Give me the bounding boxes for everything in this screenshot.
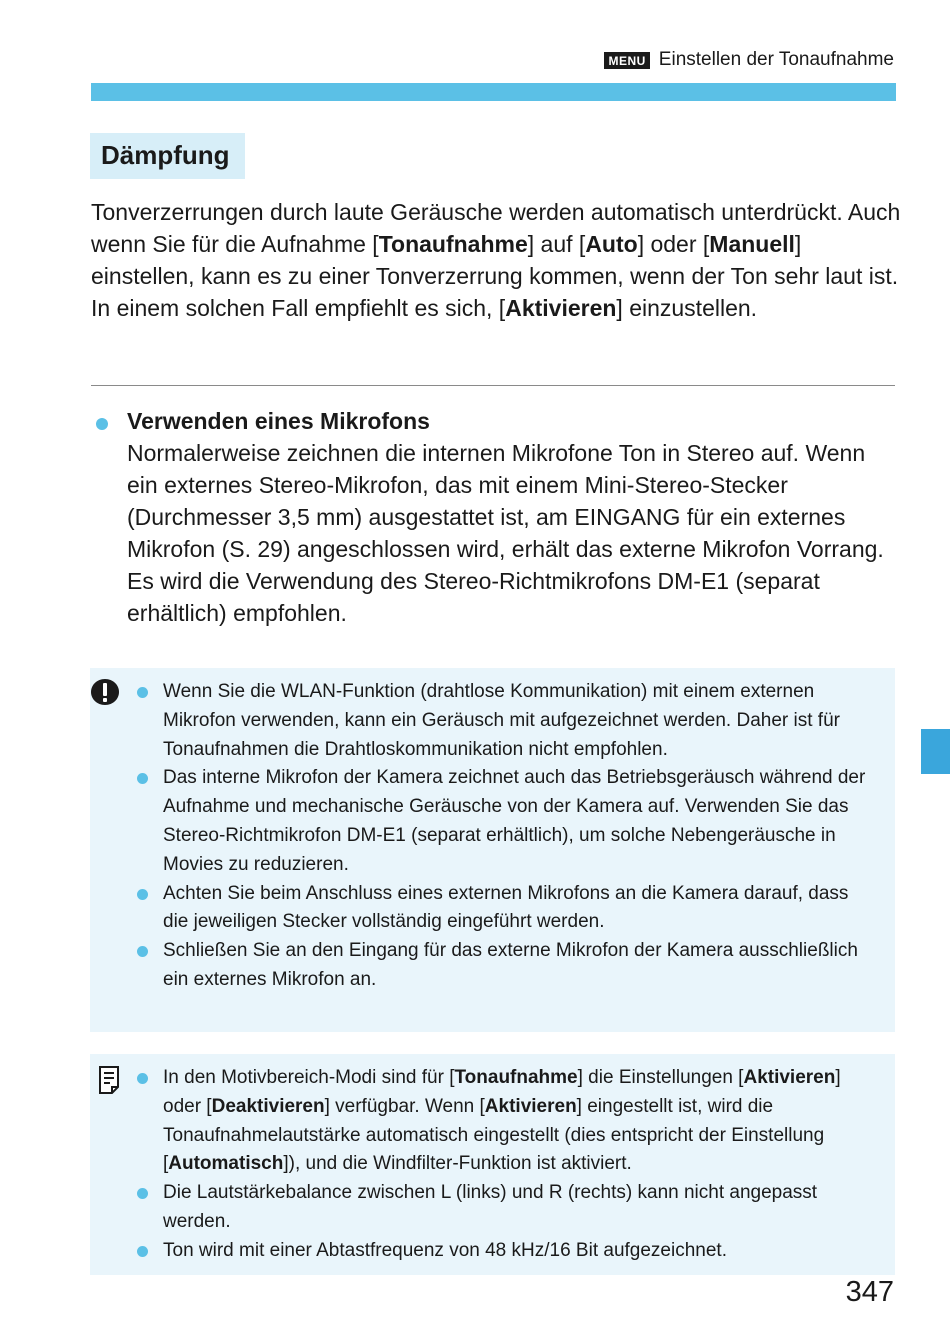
note-item-text: [163, 764, 877, 879]
text-run: Das interne Mikrofon der Kamera zeichnet auch das Betriebsgeräusch während der Aufnahme und mechanische Geräusche von der Kamera auf. Verwenden Sie das Stereo-Richtmikrofon DM-E1 (separat erhältlich), um solche Nebengeräusche in Movies zu reduzieren.: [163, 767, 866, 875]
note-item: [137, 937, 877, 995]
text-run: ] einzustellen.: [616, 295, 758, 321]
caution-list: [137, 678, 877, 995]
bold-term: Aktivieren: [484, 1095, 577, 1117]
text-run: Die Lautstärkebalance zwischen L (links) und R (rechts) kann nicht angepasst werden.: [163, 1182, 818, 1232]
note-item: [137, 678, 877, 764]
note-item-text: [163, 1064, 877, 1179]
bold-term: Manuell: [709, 231, 795, 257]
bullet-icon: [137, 1246, 148, 1257]
text-run: Ton wird mit einer Abtastfrequenz von 48 kHz/16 Bit aufgezeichnet.: [163, 1239, 727, 1261]
text-run: ] oder [: [637, 231, 710, 257]
text-run: ] auf [: [527, 231, 586, 257]
text-run: ] eingestellt ist, wird die Tonaufnahmelautstärke automatisch eingestellt (dies entspricht der Einstellung [: [163, 1095, 825, 1175]
bold-term: Aktivieren: [743, 1067, 836, 1088]
bold-term: Deaktivieren: [211, 1095, 325, 1117]
caution-box: [90, 668, 895, 1032]
text-run: Tonverzerrungen durch laute Geräusche werden automatisch unterdrückt. Auch wenn Sie für die Aufnahme [: [91, 199, 901, 257]
text-run: ]), und die Windfilter-Funktion ist aktiviert.: [283, 1153, 632, 1175]
text-run: ] die Einstellungen [: [577, 1067, 744, 1088]
section-title: Dämpfung: [90, 133, 245, 179]
note-item-text: [163, 1237, 877, 1266]
note-item-text: [163, 937, 877, 995]
note-item: [137, 764, 877, 879]
microphone-title: Verwenden eines Mikrofons: [127, 408, 430, 434]
text-run: ] einstellen, kann es zu einer Tonverzerrung kommen, wenn der Ton sehr laut ist. In einem solchen Fall empfiehlt es sich, [: [91, 231, 899, 321]
memo-list: [137, 1064, 877, 1266]
running-header-title: Einstellen der Tonaufnahme: [658, 49, 894, 70]
bold-term: Auto: [585, 231, 638, 257]
bullet-icon: [96, 418, 108, 430]
bullet-icon: [137, 946, 148, 957]
note-item: [137, 880, 877, 938]
text-run: Schließen Sie an den Eingang für das externe Mikrofon der Kamera ausschließlich ein externes Mikrofon an.: [163, 940, 858, 990]
bullet-icon: [137, 1188, 148, 1199]
note-item: [137, 1179, 877, 1237]
page-number: 347: [845, 1276, 894, 1308]
memo-box: [90, 1054, 895, 1275]
note-item: [137, 1064, 877, 1179]
bold-term: Aktivieren: [505, 295, 617, 321]
note-item-text: [163, 880, 877, 938]
note-item: [137, 1237, 877, 1266]
text-run: ] verfügbar. Wenn [: [324, 1095, 485, 1117]
bullet-icon: [137, 687, 148, 698]
bold-term: Tonaufnahme: [454, 1067, 578, 1088]
text-run: Achten Sie beim Anschluss eines externen Mikrofons an die Kamera darauf, dass die jeweiligen Stecker vollständig eingeführt werden.: [163, 882, 849, 933]
memo-icon: [98, 1065, 122, 1095]
menu-badge-icon: MENU: [604, 52, 649, 69]
divider: [91, 385, 895, 386]
bullet-icon: [137, 889, 148, 900]
bold-term: Automatisch: [168, 1153, 284, 1175]
text-run: In den Motivbereich-Modi sind für [: [163, 1067, 455, 1088]
note-item-text: [163, 678, 877, 764]
header-bar: [91, 83, 896, 101]
section-intro: [91, 196, 901, 324]
running-header: [604, 49, 894, 71]
bullet-icon: [137, 773, 148, 784]
note-item-text: [163, 1179, 877, 1237]
caution-icon: [90, 678, 120, 706]
bold-term: Tonaufnahme: [378, 231, 528, 257]
text-run: ] oder [: [163, 1067, 841, 1117]
bullet-icon: [137, 1073, 148, 1084]
microphone-body: Normalerweise zeichnen die internen Mikrofone Ton in Stereo auf. Wenn ein externes Stereo-Mikrofon, das mit einem Mini-Stereo-Stecker (Durchmesser 3,5 mm) ausgestattet ist, am EINGANG für ein externes Mikrofon (S. 29) angeschlossen wird, erhält das externe Mikrofon Vorrang. Es wird die Verwendung des Stereo-Richtmikrofons DM-E1 (separat erhältlich) empfohlen.: [127, 440, 884, 626]
chapter-tab: [921, 729, 950, 774]
text-run: Wenn Sie die WLAN-Funktion (drahtlose Kommunikation) mit einem externen Mikrofon verwenden, kann ein Geräusch mit aufgezeichnet werden. Daher ist für Tonaufnahmen die Drahtloskommunikation nicht empfohlen.: [163, 681, 840, 760]
